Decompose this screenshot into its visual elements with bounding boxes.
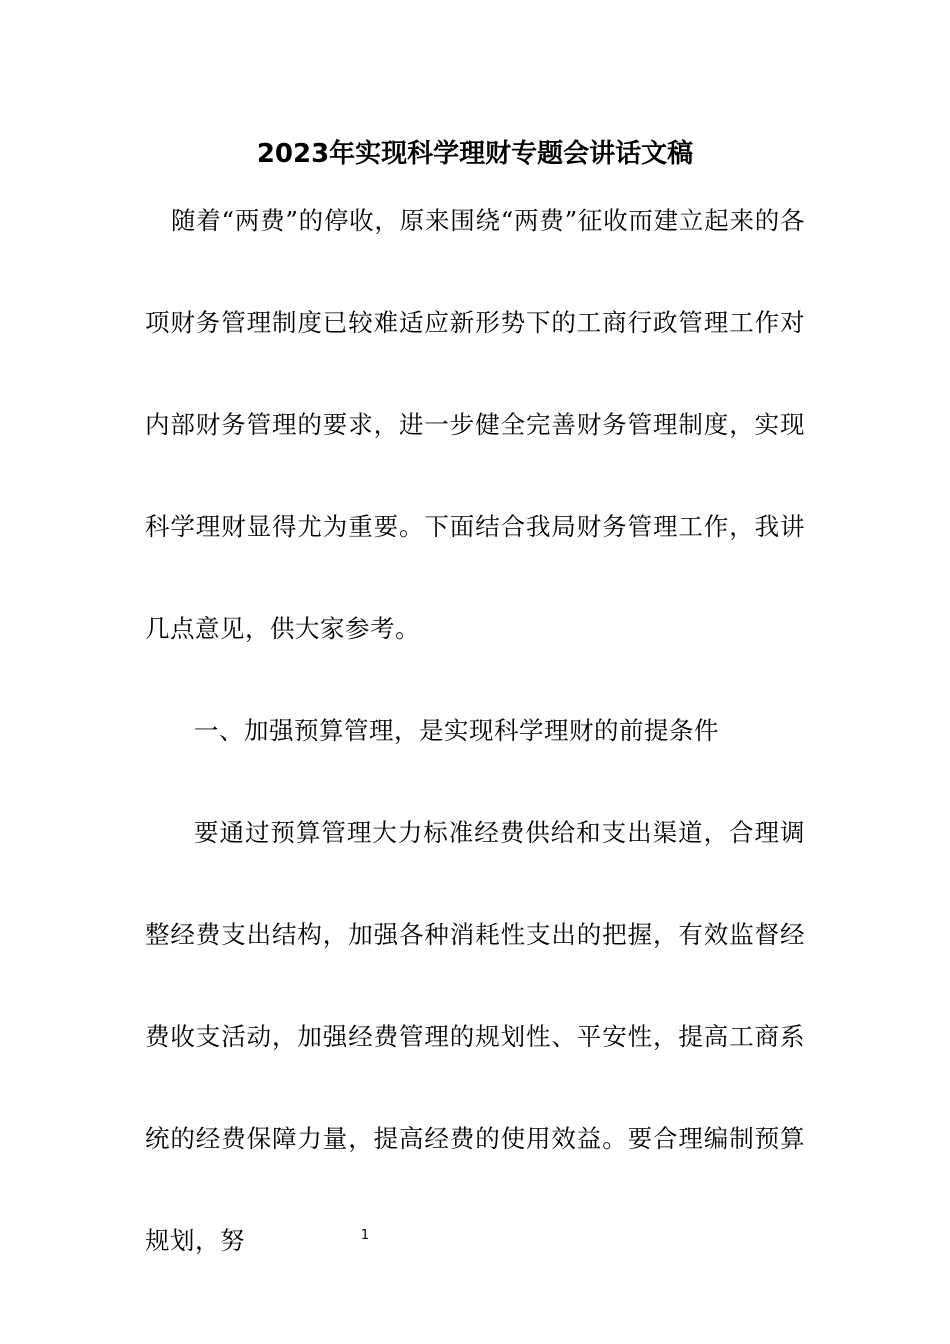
paragraph-intro: 随着“两费”的停收，原来围绕“两费”征收而建立起来的各项财务管理制度已较难适应新形势下的工商行政管理工作对内部财务管理的要求，进一步健全完善财务管理制度，实现科学理财显得尤为重要。下面结合我局财务管理工作，我讲几点意见，供大家参考。 [145, 206, 805, 643]
document-title: 2023年实现科学理财专题会讲话文稿 [256, 139, 694, 169]
section-heading-1: 一、加强预算管理，是实现科学理财的前提条件 [194, 716, 719, 745]
page-number: 1 [360, 1228, 370, 1243]
paragraph-budget: 要通过预算管理大力标准经费供给和支出渠道，合理调整经费支出结构，加强各种消耗性支出的把握，有效监督经费收支活动，加强经费管理的规划性、平安性，提高工商系统的经费保障力量，提高经费的使用效益。要合理编制预算规划，努 [145, 818, 805, 1255]
